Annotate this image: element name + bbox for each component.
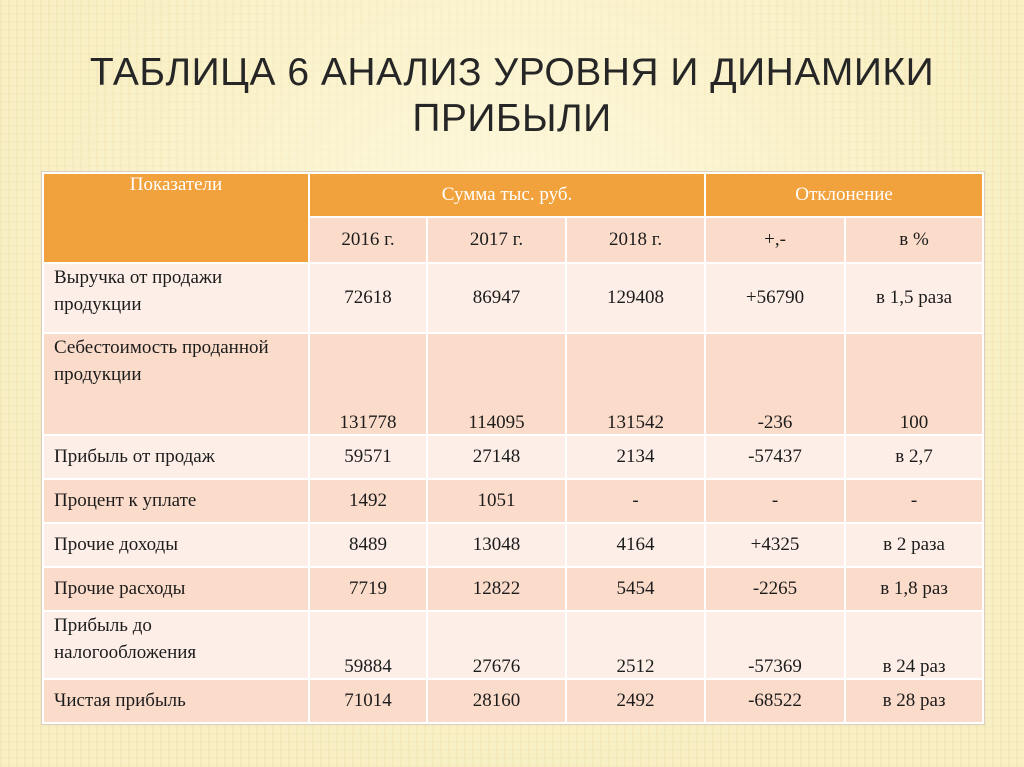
cell-percent: в 1,8 раз [845, 567, 983, 611]
cell-2016: 131778 [309, 333, 427, 435]
cell-2016: 8489 [309, 523, 427, 567]
cell-diff: +56790 [705, 263, 845, 333]
cell-2017: 28160 [427, 679, 566, 723]
row-label: Себестоимость проданной продукции [43, 333, 309, 435]
header-indicators: Показатели [43, 173, 309, 263]
cell-percent: в 2 раза [845, 523, 983, 567]
profit-analysis-table [42, 172, 984, 724]
cell-2016: 1492 [309, 479, 427, 523]
cell-2016: 59884 [309, 611, 427, 679]
row-label: Прибыль от продаж [43, 435, 309, 479]
cell-percent: в 28 раз [845, 679, 983, 723]
slide-title-line2: ПРИБЫЛИ [412, 97, 612, 140]
cell-percent: - [845, 479, 983, 523]
cell-2017: 12822 [427, 567, 566, 611]
subheader-2016: 2016 г. [309, 217, 427, 263]
cell-percent: в 2,7 [845, 435, 983, 479]
cell-diff: +4325 [705, 523, 845, 567]
subheader-plusminus: +,- [705, 217, 845, 263]
cell-percent: в 24 раз [845, 611, 983, 679]
row-label: Выручка от продажи продукции [43, 263, 309, 333]
table-row [43, 567, 983, 611]
cell-2018: 2512 [566, 611, 705, 679]
cell-2018: 2134 [566, 435, 705, 479]
cell-2018: 131542 [566, 333, 705, 435]
table-row [43, 523, 983, 567]
cell-diff: - [705, 479, 845, 523]
slide-title-line1: ТАБЛИЦА 6 АНАЛИЗ УРОВНЯ И ДИНАМИКИ [89, 51, 935, 94]
cell-2016: 71014 [309, 679, 427, 723]
table-row [43, 333, 983, 435]
row-label: Прочие доходы [43, 523, 309, 567]
cell-2018: 129408 [566, 263, 705, 333]
cell-2017: 27148 [427, 435, 566, 479]
row-label: Прочие расходы [43, 567, 309, 611]
header-sum: Сумма тыс. руб. [309, 173, 705, 217]
cell-2017: 86947 [427, 263, 566, 333]
cell-2016: 72618 [309, 263, 427, 333]
cell-2017: 114095 [427, 333, 566, 435]
cell-2017: 27676 [427, 611, 566, 679]
cell-diff: -57369 [705, 611, 845, 679]
cell-2018: 2492 [566, 679, 705, 723]
table-header-row [43, 173, 983, 217]
cell-2017: 1051 [427, 479, 566, 523]
cell-percent: 100 [845, 333, 983, 435]
cell-2016: 7719 [309, 567, 427, 611]
row-label: Процент к уплате [43, 479, 309, 523]
row-label: Прибыль до налогообложения [43, 611, 309, 679]
subheader-percent: в % [845, 217, 983, 263]
cell-diff: -2265 [705, 567, 845, 611]
table-row [43, 479, 983, 523]
cell-diff: -68522 [705, 679, 845, 723]
cell-diff: -236 [705, 333, 845, 435]
slide-title [40, 50, 984, 142]
cell-2017: 13048 [427, 523, 566, 567]
cell-2018: 5454 [566, 567, 705, 611]
cell-diff: -57437 [705, 435, 845, 479]
header-deviation: Отклонение [705, 173, 983, 217]
subheader-2018: 2018 г. [566, 217, 705, 263]
cell-2018: 4164 [566, 523, 705, 567]
cell-percent: в 1,5 раза [845, 263, 983, 333]
subheader-2017: 2017 г. [427, 217, 566, 263]
cell-2016: 59571 [309, 435, 427, 479]
row-label: Чистая прибыль [43, 679, 309, 723]
table-row [43, 679, 983, 723]
cell-2018: - [566, 479, 705, 523]
table-row [43, 263, 983, 333]
table-row [43, 611, 983, 679]
table-row [43, 435, 983, 479]
